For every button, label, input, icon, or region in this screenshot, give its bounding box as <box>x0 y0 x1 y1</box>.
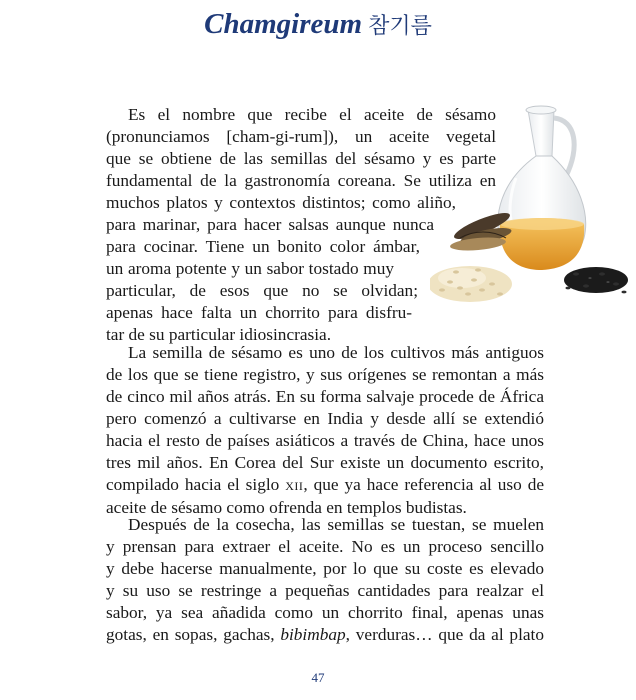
text-segment: compilado hacia el siglo <box>106 475 286 494</box>
text-line: Después de la cosecha, las semillas se tuestan, se muelen <box>128 515 544 534</box>
text-line: de cinco mil años atrás. En su forma salvaje procede de África <box>106 387 544 406</box>
text-line: y prensan para extraer el aceite. No es un proceso sencillo <box>106 537 544 556</box>
text-line: que se obtiene de las semillas del sésamo y es parte <box>106 149 496 168</box>
text-line <box>106 624 544 646</box>
text-line: particular, de esos que no se olvidan; <box>106 281 418 300</box>
text-line: pero comenzó a cultivarse en India y desde allí se extendió <box>106 409 544 428</box>
title-latin: Chamgireum <box>204 8 363 40</box>
text-line: de los que se tiene registro, y sus orígenes se remontan a más <box>106 365 544 384</box>
text-line <box>106 474 544 497</box>
century-numeral: XII <box>285 479 304 493</box>
text-segment: gotas, en sopas, gachas, <box>106 625 281 644</box>
text-line: para marinar, para hacer salsas aunque nunca <box>106 215 434 234</box>
paragraph-2 <box>106 342 544 519</box>
text-line: La semilla de sésamo es uno de los cultivos más antiguos <box>128 343 544 362</box>
text-segment: , verduras… que da al plato <box>345 625 544 644</box>
text-line: un aroma potente y un sabor tostado muy <box>106 259 394 278</box>
text-line: sabor, ya sea añadida como un chorrito final, apenas unas <box>106 603 544 622</box>
italic-term: bibimbap <box>280 625 346 644</box>
black-sesame-seeds-icon <box>564 267 628 293</box>
page-number: 47 <box>311 670 325 685</box>
text-line: apenas hace falta un chorrito para disfru- <box>106 303 412 322</box>
page-title <box>0 6 636 45</box>
paragraph-3 <box>106 514 544 646</box>
text-line: y su uso se restringe a pequeñas cantidades para realzar el <box>106 581 544 600</box>
text-segment: , que ya hace referencia al uso de <box>303 475 544 494</box>
text-line: tar de su particular idiosincrasia. <box>106 325 332 344</box>
text-line: aceite de sésamo como ofrenda en templos budistas. <box>106 498 467 517</box>
text-line: y debe hacerse manualmente, por lo que su coste es elevado <box>106 559 544 578</box>
text-line: tres mil años. En Corea del Sur existe un documento escrito, <box>106 453 544 472</box>
title-korean: 참기름 <box>368 14 432 39</box>
text-line: muchos platos y contextos distintos; como aliño, <box>106 193 456 212</box>
text-line: hacia el resto de países asiáticos a través de China, hace unos <box>106 431 544 450</box>
carafe-icon <box>498 106 586 270</box>
text-line: Es el nombre que recibe el aceite de sésamo <box>128 105 496 124</box>
text-line: para cocinar. Tiene un bonito color ámbar, <box>106 237 420 256</box>
text-line: (pronunciamos [cham-gi-rum]), un aceite vegetal <box>106 127 496 146</box>
paragraph-1 <box>106 104 496 346</box>
text-line: fundamental de la gastronomía coreana. Se utiliza en <box>106 171 496 190</box>
